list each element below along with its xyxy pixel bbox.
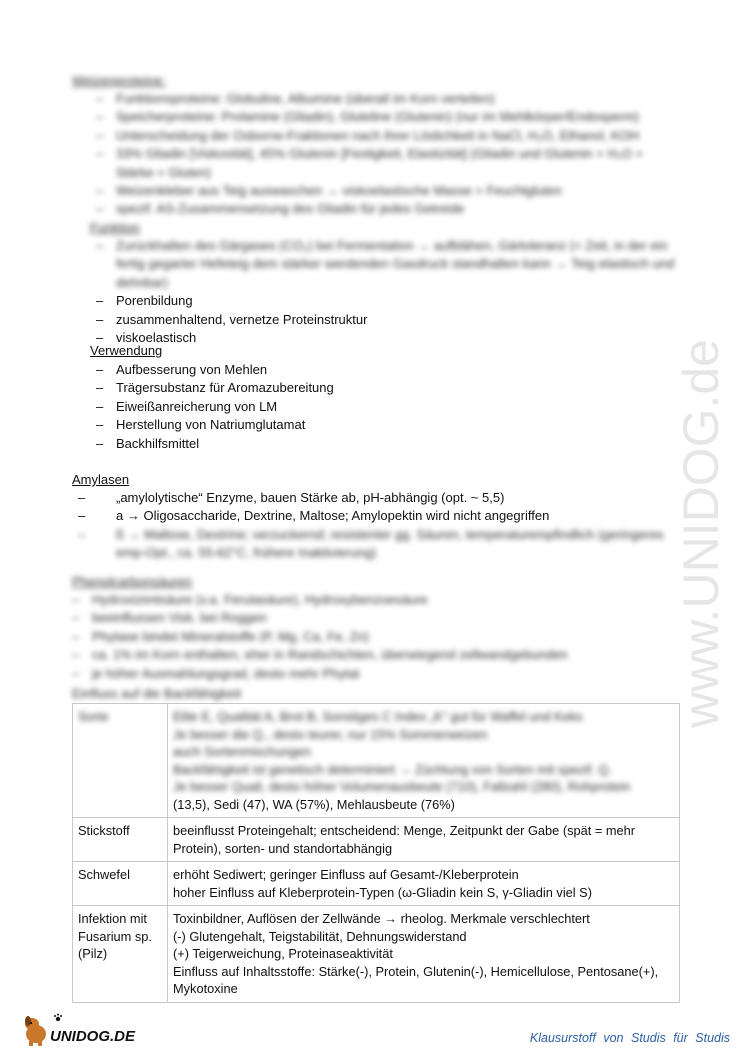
subsection-title-funktion: Funktion xyxy=(90,220,140,235)
list-item: – beeinflussen Visk. bei Roggen xyxy=(66,609,680,627)
list-item: – viskoelastisch xyxy=(90,329,680,347)
section-title-amylasen: Amylasen xyxy=(72,472,130,487)
list-item: – Speicherproteine: Prolamine (Gliadin), Gluteline (Glutenin) (nur im Mehlkörper/Endosperm) xyxy=(90,108,680,126)
list-item: – Weizenkleber aus Teig auswaschen → viskoelastische Masse = Feuchtgluten xyxy=(90,182,680,200)
list-funktion xyxy=(90,237,680,347)
list-item: – zusammenhaltend, vernetze Proteinstruktur xyxy=(90,311,680,329)
footer-tagline: Klausurstoff von Studis für Studis xyxy=(529,1031,730,1045)
paw-icon xyxy=(54,1014,62,1022)
list-item: – Aufbesserung von Mehlen xyxy=(90,361,680,379)
cell-line: (13,5), Sedi (47), WA (57%), Mehlausbeute (76%) xyxy=(173,796,455,812)
cell-line: Backfähigkeit ist genetisch determiniert → Züchtung von Sorten mit spezif. Q. xyxy=(173,761,612,777)
table-cell-key: Schwefel xyxy=(73,862,168,906)
list-item: – Unterscheidung der Osborne-Fraktionen nach ihrer Löslichkeit in NaCl, H₂O, Ethanol, KOH xyxy=(90,127,680,145)
table-row xyxy=(73,704,680,818)
table-row xyxy=(73,862,680,906)
cell-line: Einfluss auf Inhaltsstoffe: Stärke(-), Protein, Glutenin(-), Hemicellulose, Pentosane(+), Mykotoxine xyxy=(173,963,659,996)
section-title-einfluss: Einfluss auf die Backfähigkeit xyxy=(72,686,242,701)
table-cell-key: Infektion mit Fusarium sp. (Pilz) xyxy=(73,906,168,1003)
list-item: – ca. 1% im Korn enthalten, eher in Randschichten, überwiegend zellwandgebunden xyxy=(66,646,680,664)
list-item: – „amylolytische“ Enzyme, bauen Stärke ab, pH-abhängig (opt. ~ 5,5) xyxy=(72,489,680,507)
list-item: – ß → Maltose, Dextrine; verzuckernd; resistenter gg. Säuren, temperaturempfindlich (geringeres emp-Opt., ca. 55-62°C, frühere Inaktivierung) xyxy=(72,526,680,563)
list-phenolcarbonsaeuren xyxy=(66,591,680,683)
backfaehigkeit-table xyxy=(72,703,680,1003)
cell-line: Toxinbildner, Auflösen der Zellwände → rheolog. Merkmale verschlechtert xyxy=(173,911,590,926)
list-item: – Zurückhalten des Gärgases (CO₂) bei Fermentation → aufblähen, Gärtoleranz (= Zeit, in der ein fertig gegarter Hefeteig dem stärker werdenden Gasdruck standhalten kann → Teig elastisch und dehnbar) xyxy=(90,237,680,292)
list-item: – spezif. AS-Zusammensetzung des Gliadin für jedes Getreide xyxy=(90,200,680,218)
table-row xyxy=(73,906,680,1003)
list-amylasen xyxy=(72,489,680,563)
cell-line: (-) Glutengehalt, Teigstabilität, Dehnungswiderstand xyxy=(173,928,467,944)
list-item: – 33% Gliadin [Viskosität], 45% Glutenin [Festigkeit, Elastizität] (Gliadin und Glutenin + H₂O + Stärke = Gluten) xyxy=(90,145,680,182)
cell-line: hoher Einfluss auf Kleberprotein-Typen (ω-Gliadin kein S, γ-Gliadin viel S) xyxy=(173,884,592,900)
cell-line: erhöht Sediwert; geringer Einfluss auf Gesamt-/Kleberprotein xyxy=(173,867,519,882)
list-weizenproteine xyxy=(90,90,680,219)
list-verwendung xyxy=(90,361,680,453)
table-cell-value xyxy=(168,704,680,818)
table-row xyxy=(73,818,680,862)
watermark-text: www.UNIDOG.de xyxy=(673,339,729,728)
list-item: – Trägersubstanz für Aromazubereitung xyxy=(90,379,680,397)
watermark xyxy=(640,270,750,730)
table-cell-key: Stickstoff xyxy=(73,818,168,862)
table-cell-value xyxy=(168,862,680,906)
list-item: – Funktionsproteine: Globuline, Albumine (überall im Korn verteilen) xyxy=(90,90,680,108)
section-title-phenolcarbonsaeuren: Phenolcarbonsäuren xyxy=(72,574,192,589)
list-item: – Eiweißanreicherung von LM xyxy=(90,398,680,416)
logo-text: UNIDOG.DE xyxy=(50,1028,136,1045)
cell-line: auch Sortenmischungen xyxy=(173,744,312,759)
cell-line: beeinflusst Proteingehalt; entscheidend: Menge, Zeitpunkt der Gabe (spät = mehr Protein), sorten- und standortabhängig xyxy=(173,823,636,856)
list-item: – Hydroxizimtsäure (v.a. Ferulasäure), Hydroxybenzoesäure xyxy=(66,591,680,609)
cell-line: Elite E, Qualität A, Brot B, Sonstiges C Index „K“ gut für Waffel und Keks xyxy=(173,709,583,724)
cell-line: (+) Teigerweichung, Proteinaseaktivität xyxy=(173,946,393,961)
table-cell-key: Sorte xyxy=(73,704,168,818)
list-item: – a → Oligosaccharide, Dextrine, Maltose; Amylopektin wird nicht angegriffen xyxy=(72,507,680,525)
list-item: – Backhilfsmittel xyxy=(90,435,680,453)
cell-line: Je besser die Q., desto teurer, nur 15% Sommerweizen xyxy=(173,726,488,742)
subsection-title-verwendung: Verwendung xyxy=(90,343,163,358)
list-item: – Phytase bindet Mineralstoffe (P, Mg, Ca, Fe, Zn) xyxy=(66,628,680,646)
list-item: – Herstellung von Natriumglutamat xyxy=(90,416,680,434)
list-item: – je höher Ausmahlungsgrad, desto mehr Phytat xyxy=(66,665,680,683)
dog-icon xyxy=(25,1016,46,1046)
section-title-weizenproteine: Weizenproteine: xyxy=(72,73,166,88)
table-cell-value xyxy=(168,818,680,862)
table-cell-value xyxy=(168,906,680,1003)
cell-line: Je besser Quali, desto höher Volumenausbeute (710), Fallzahl (280), Rohprotein xyxy=(173,779,631,794)
list-item: – Porenbildung xyxy=(90,292,680,310)
unidog-logo xyxy=(22,1012,152,1048)
